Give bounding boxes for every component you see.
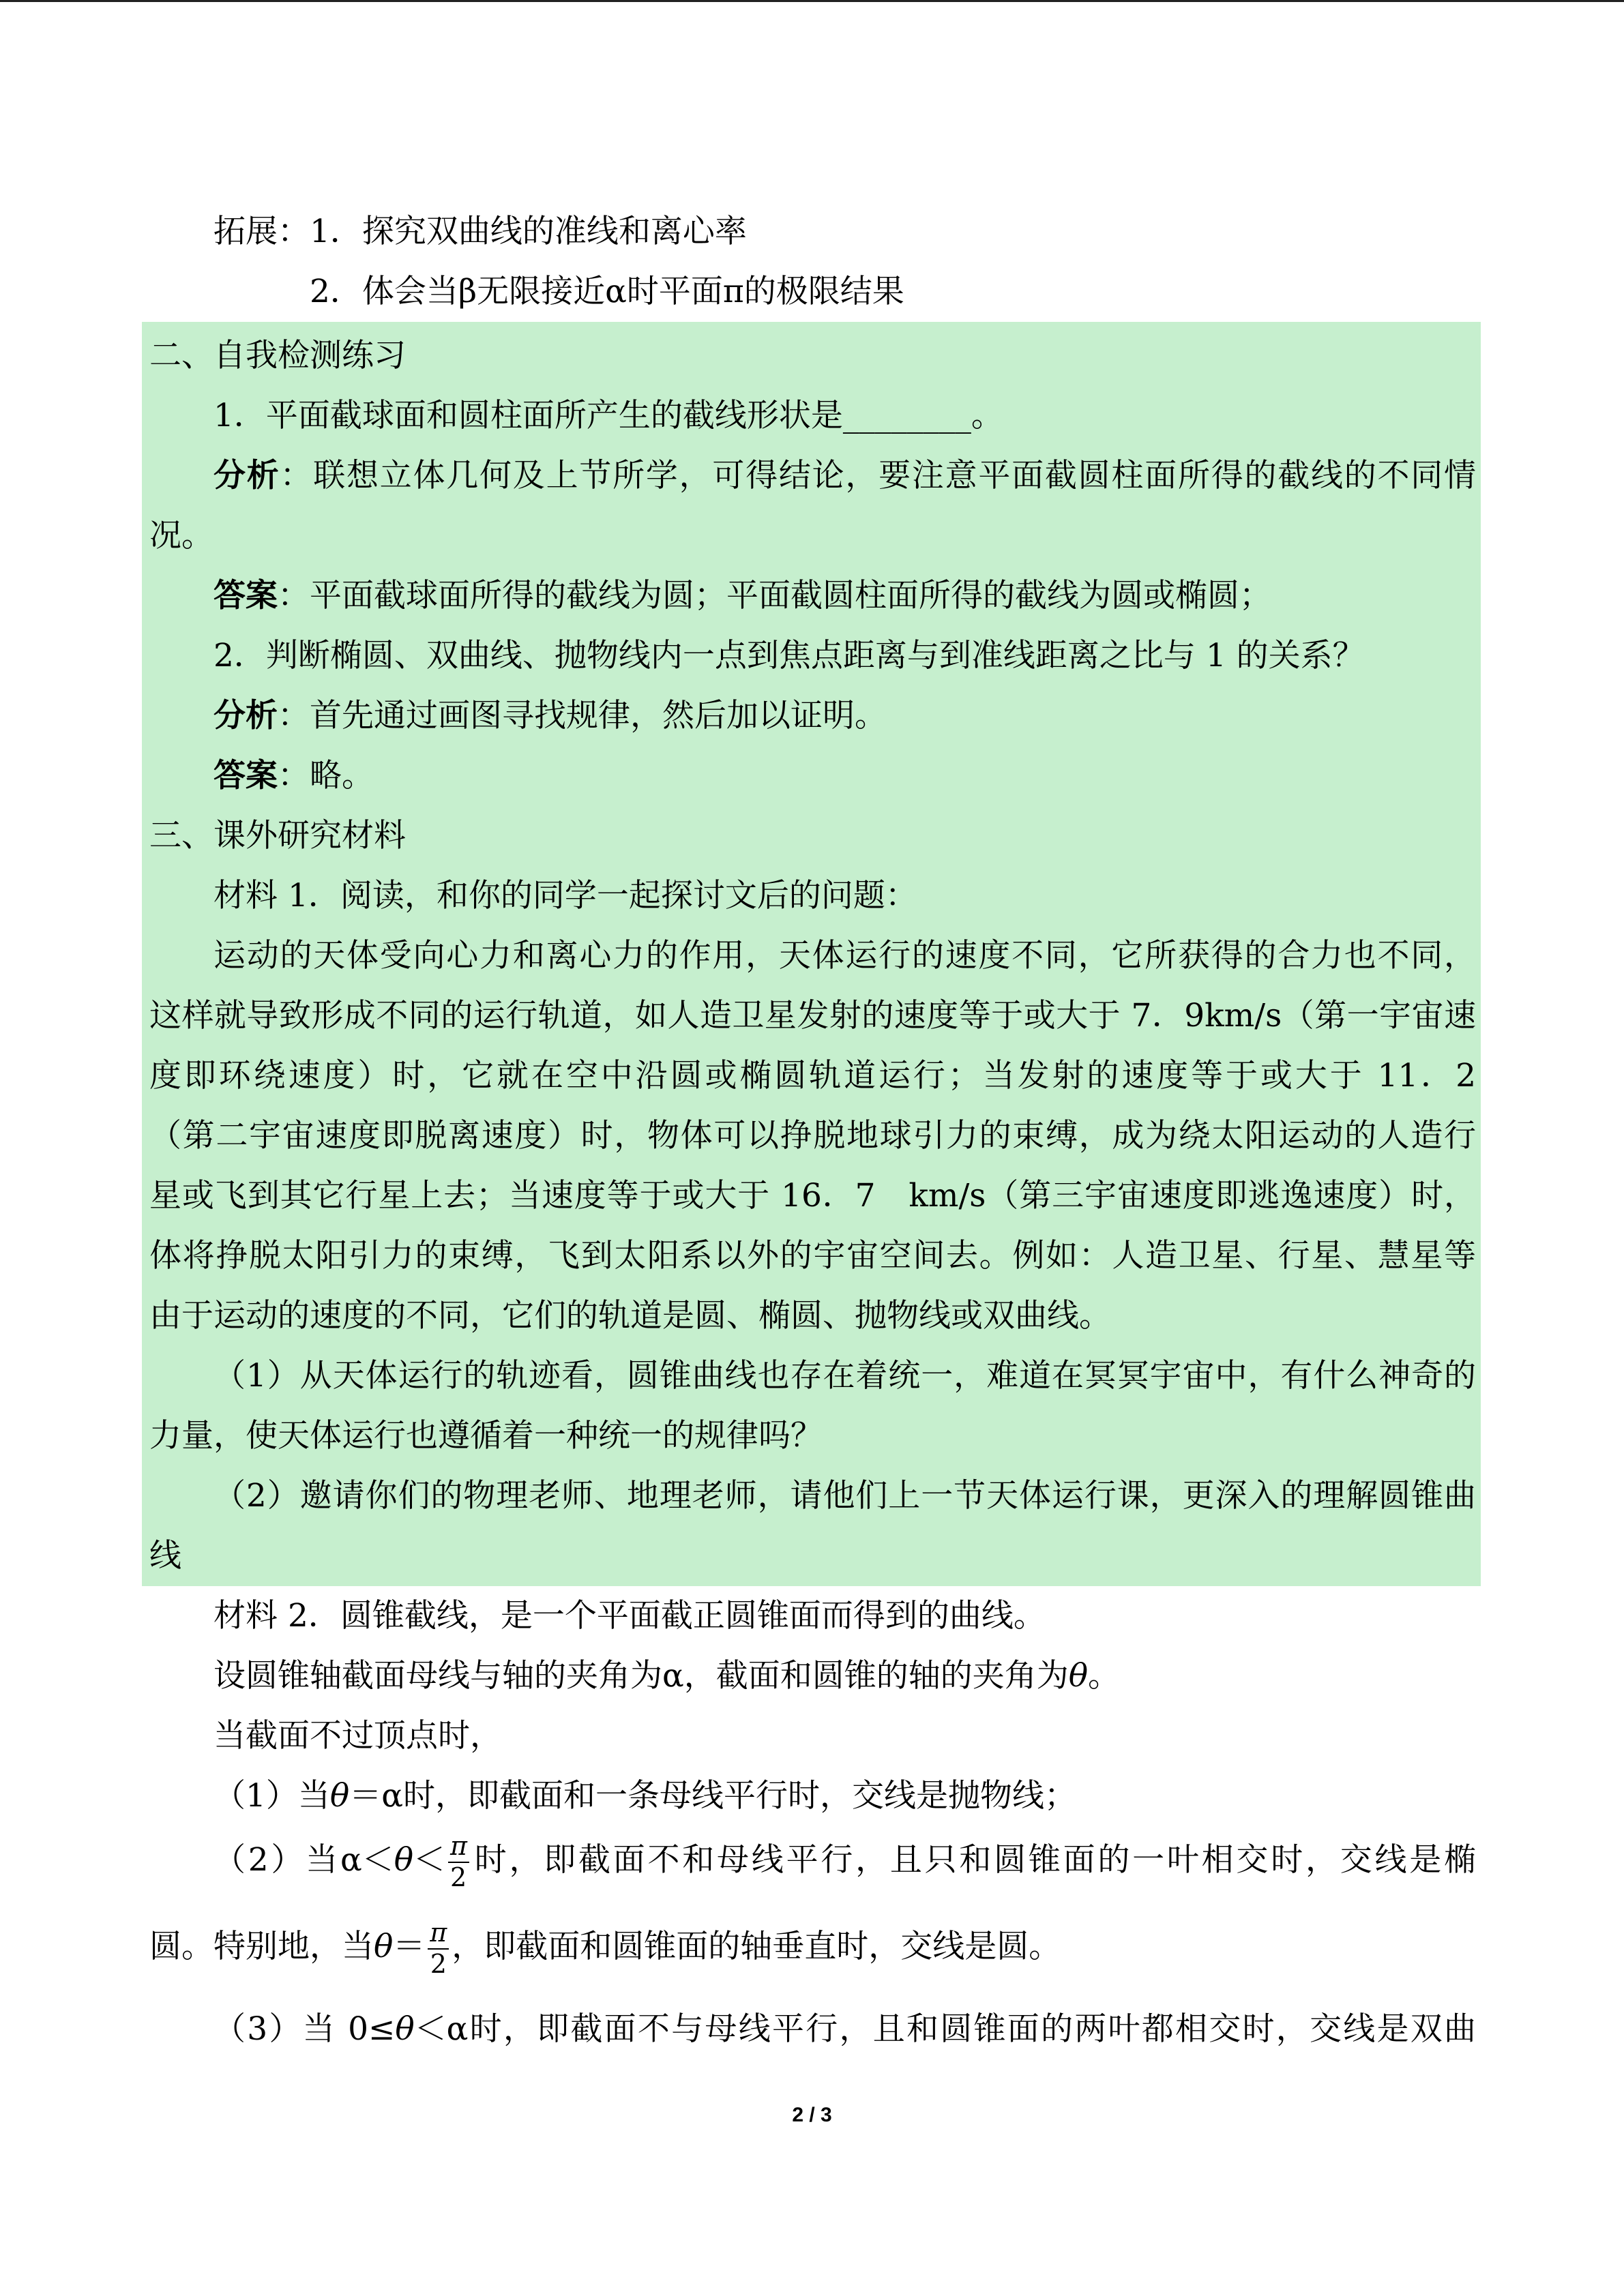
material1-question2-line: 线 [149, 1537, 181, 1575]
definition-text-before: 设圆锥轴截面母线与轴的夹角为α，截面和圆锥的轴的夹角为 [213, 1657, 1069, 1695]
page-content [149, 202, 1476, 2059]
q1-analysis-line-1 [149, 446, 1476, 506]
q2-analysis-line [149, 686, 1476, 746]
extension-line-1: 拓展：1．探究双曲线的准线和离心率 [213, 213, 747, 250]
q1-answer-line [149, 566, 1476, 626]
q2-analysis-text: ：首先通过画图寻找规律，然后加以证明。 [278, 697, 887, 734]
material2-case1 [149, 1766, 1476, 1826]
theta-symbol: θ [374, 1928, 394, 1965]
theta-symbol: θ [1068, 1657, 1089, 1695]
case2-special-prefix: 圆。特别地，当 [149, 1928, 374, 1965]
extension-line-2: 2．体会当β无限接近α时平面π的极限结果 [310, 273, 904, 310]
material1-passage-line: 度即环绕速度）时，它就在空中沿圆或椭圆轨道运行；当发射的速度等于或大于 11．2 [149, 1057, 1476, 1094]
q2-answer-line [149, 746, 1476, 806]
material2-case2-line-2 [149, 1894, 1476, 1999]
q1-analysis-text: ：联想立体几何及上节所学，可得结论，要注意平面截圆柱面所得的截线的不同情 [280, 457, 1476, 494]
top-border-rule [0, 0, 1624, 2]
material1-question1-line: （1）从天体运行的轨迹看，圆锥曲线也存在着统一，难道在冥冥宇宙中，有什么神奇的 [213, 1357, 1476, 1395]
q1-analysis-line-2: 况。 [149, 517, 213, 554]
material2-condition: 当截面不过顶点时， [213, 1717, 502, 1755]
q2-answer-text: ：略。 [278, 757, 374, 794]
material2-case2-line-1 [149, 1826, 1476, 1894]
material1-passage-line: 由于运动的速度的不同，它们的轨道是圆、椭圆、抛物线或双曲线。 [149, 1297, 1111, 1335]
highlight-block [142, 322, 1481, 1586]
material1-passage-line: 运动的天体受向心力和离心力的作用，天体运行的速度不同，它所获得的合力也不同， [213, 937, 1476, 974]
q2-analysis-label: 分析 [213, 697, 278, 734]
pi-over-2-fraction [448, 1832, 469, 1892]
q2-question: 2．判断椭圆、双曲线、抛物线内一点到焦点距离与到准线距离之比与 1 的关系？ [213, 637, 1365, 674]
q1-answer-text: ：平面截球面所得的截线为圆；平面截圆柱面所得的截线为圆或椭圆； [278, 577, 1271, 614]
q2-answer-label: 答案 [213, 757, 278, 794]
fraction-numerator: π [428, 1918, 449, 1950]
fraction-denominator: 2 [449, 1862, 467, 1892]
material1-question2-line: （2）邀请你们的物理老师、地理老师，请他们上一节天体运行课，更深入的理解圆锥曲 [213, 1477, 1476, 1515]
case3-prefix: （3）当 0≤ [213, 2010, 396, 2048]
case2-prefix: （2）当α＜ [213, 1841, 394, 1879]
material1-intro: 材料 1．阅读，和你的同学一起探讨文后的问题： [213, 877, 917, 914]
material1-passage-line: （第二宇宙速度即脱离速度）时，物体可以挣脱地球引力的束缚，成为绕太阳运动的人造行 [149, 1117, 1476, 1154]
q1-answer-label: 答案 [213, 577, 278, 614]
theta-symbol: θ [395, 2010, 415, 2048]
case2-special-suffix: ，即截面和圆锥面的轴垂直时，交线是圆。 [452, 1928, 1061, 1965]
material1-question1-line: 力量，使天体运行也遵循着一种统一的规律吗？ [149, 1417, 823, 1455]
pi-over-2-fraction [428, 1918, 449, 1979]
case1-prefix: （1）当 [213, 1777, 330, 1815]
case2-relation: ＜ [413, 1841, 445, 1879]
definition-text-after: 。 [1088, 1657, 1121, 1695]
theta-symbol: θ [394, 1841, 413, 1879]
section-heading-materials: 三、课外研究材料 [149, 817, 406, 854]
material1-passage-line: 星或飞到其它行星上去；当速度等于或大于 16．7 km/s（第三宇宙速度即逃逸速度）时， [149, 1177, 1476, 1214]
q1-analysis-label: 分析 [213, 457, 280, 494]
theta-symbol: θ [329, 1777, 350, 1815]
material2-intro: 材料 2．圆锥截线，是一个平面截正圆锥面而得到的曲线。 [213, 1597, 1046, 1635]
material2-definition [149, 1646, 1476, 1706]
case3-suffix: ＜α时，即截面不与母线平行，且和圆锥面的两叶都相交时，交线是双曲 [414, 2010, 1476, 2048]
q1-question: 1．平面截球面和圆柱面所产生的截线形状是________。 [213, 397, 1003, 434]
page-number: 2 / 3 [792, 2104, 832, 2126]
fraction-numerator: π [448, 1832, 469, 1863]
case2-suffix: 时，即截面不和母线平行，且只和圆锥面的一叶相交时，交线是椭 [471, 1841, 1476, 1879]
section-heading-self-check: 二、自我检测练习 [149, 337, 406, 374]
fraction-denominator: 2 [430, 1949, 447, 1979]
case2-special-relation: ＝ [393, 1928, 426, 1965]
case1-suffix: ＝α时，即截面和一条母线平行时，交线是抛物线； [349, 1777, 1076, 1815]
material1-passage-line: 体将挣脱太阳引力的束缚，飞到太阳系以外的宇宙空间去。例如：人造卫星、行星、慧星等 [149, 1237, 1476, 1274]
material2-case3-line-1 [149, 1999, 1476, 2059]
material1-passage-line: 这样就导致形成不同的运行轨道，如人造卫星发射的速度等于或大于 7．9km/s（第一宇宙速 [149, 997, 1476, 1034]
